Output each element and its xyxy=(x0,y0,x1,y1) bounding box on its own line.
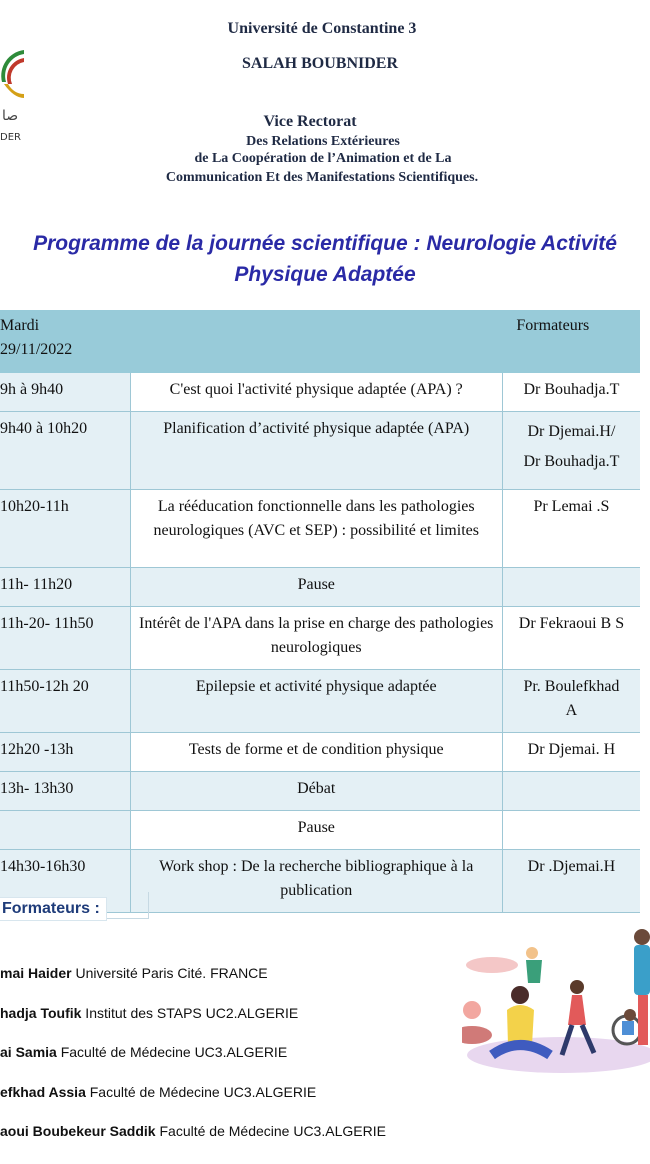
header-formateurs: Formateurs xyxy=(516,317,590,334)
header-line-3: Communication Et des Manifestations Scientifiques. xyxy=(165,170,479,185)
row-trainer: Pr Lemai .S xyxy=(533,498,610,515)
row-trainer: Dr .Djemai.H xyxy=(527,858,616,875)
row-topic: Pause xyxy=(297,819,335,836)
row-topic: Tests de forme et de condition physique xyxy=(188,741,444,758)
program-title-line-1: Programme de la journée scientifique : Neurologie Activité xyxy=(33,232,617,255)
row-trainer xyxy=(503,772,640,781)
list-item xyxy=(0,962,386,1002)
row-topic: Pause xyxy=(297,576,335,593)
list-item xyxy=(0,1120,386,1160)
table-row xyxy=(0,568,640,607)
table-row xyxy=(0,373,640,412)
trainer-affiliation: Institut des STAPS UC2.ALGERIE xyxy=(81,1004,299,1021)
logo-text: DER xyxy=(0,132,21,143)
row-trainer xyxy=(503,811,640,820)
header-line-2: de La Coopération de l’Animation et de La xyxy=(194,151,452,166)
formateurs-title: Formateurs : xyxy=(0,898,106,920)
row-trainer: Dr Djemai.H/ xyxy=(527,423,616,440)
table-row xyxy=(0,607,640,670)
trainer-affiliation: Université Paris Cité. FRANCE xyxy=(71,965,268,981)
row-trainer: Dr Fekraoui B S xyxy=(518,615,625,632)
header-date: 29/11/2022 xyxy=(0,341,73,358)
row-time: 11h- 11h20 xyxy=(0,576,73,593)
table-row xyxy=(0,670,640,733)
trainer-name: efkhad Assia xyxy=(0,1083,86,1100)
list-item xyxy=(0,1002,386,1042)
table-row xyxy=(0,733,640,772)
trainer-name: hadja Toufik xyxy=(0,1004,82,1021)
list-item xyxy=(0,1041,386,1081)
program-table xyxy=(0,310,640,913)
row-time: 12h20 -13h xyxy=(0,741,74,758)
header-line-1: Des Relations Extérieures xyxy=(246,134,400,149)
trainer-affiliation: Faculté de Médecine UC3.ALGERIE xyxy=(85,1083,317,1100)
program-title-line-2: Physique Adaptée xyxy=(234,263,416,286)
row-trainer-2: Dr Bouhadja.T xyxy=(523,453,620,470)
row-trainer: Pr. Boulefkhad xyxy=(523,678,620,695)
row-time: 10h20-11h xyxy=(0,498,69,515)
table-row xyxy=(0,490,640,568)
trainer-name: aoui Boubekeur Saddik xyxy=(0,1123,156,1139)
trainer-affiliation: Faculté de Médecine UC3.ALGERIE xyxy=(56,1044,288,1060)
row-topic: Epilepsie et activité physique adaptée xyxy=(195,678,437,695)
trainer-name: mai Haider xyxy=(0,965,72,981)
table-row xyxy=(0,772,640,811)
university-namesake: SALAH BOUBNIDER xyxy=(241,55,399,72)
trainer-affiliation: Faculté de Médecine UC3.ALGERIE xyxy=(155,1123,386,1139)
list-item xyxy=(0,1081,386,1121)
row-trainer: Dr Bouhadja.T xyxy=(523,381,620,398)
row-topic: Intérêt de l'APA dans la prise en charge des pathologies neurologiques xyxy=(139,615,494,656)
row-time: 9h40 à 10h20 xyxy=(0,420,88,437)
row-time: 11h50-12h 20 xyxy=(0,678,89,695)
row-topic: Work shop : De la recherche bibliographique à la publication xyxy=(159,858,474,899)
row-time: 11h-20- 11h50 xyxy=(0,615,94,632)
row-trainer-2: A xyxy=(565,702,578,719)
row-time: 14h30-16h30 xyxy=(0,858,86,875)
table-row xyxy=(0,811,640,850)
row-trainer: Dr Djemai. H xyxy=(527,741,616,758)
program-title xyxy=(0,228,650,290)
row-time: 9h à 9h40 xyxy=(0,381,64,398)
table-header-row xyxy=(0,310,640,373)
row-topic: La rééducation fonctionnelle dans les pathologies neurologiques (AVC et SEP) : possibilité et limites xyxy=(153,498,479,539)
table-row xyxy=(0,412,640,490)
row-time: 13h- 13h30 xyxy=(0,780,74,797)
university-name: Université de Constantine 3 xyxy=(227,20,417,37)
row-topic: C'est quoi l'activité physique adaptée (APA) ? xyxy=(169,381,463,398)
row-trainer xyxy=(503,568,640,577)
trainer-name: ai Samia xyxy=(0,1044,57,1060)
svg-text:صا: صا xyxy=(2,108,19,124)
row-time xyxy=(0,811,130,820)
row-topic: Planification d’activité physique adaptée (APA) xyxy=(163,420,470,437)
vice-rectorat: Vice Rectorat xyxy=(263,113,357,130)
activity-illustration xyxy=(462,925,650,1095)
row-topic: Débat xyxy=(297,780,336,797)
header-day: Mardi xyxy=(0,317,40,334)
formateurs-list xyxy=(0,962,386,1160)
